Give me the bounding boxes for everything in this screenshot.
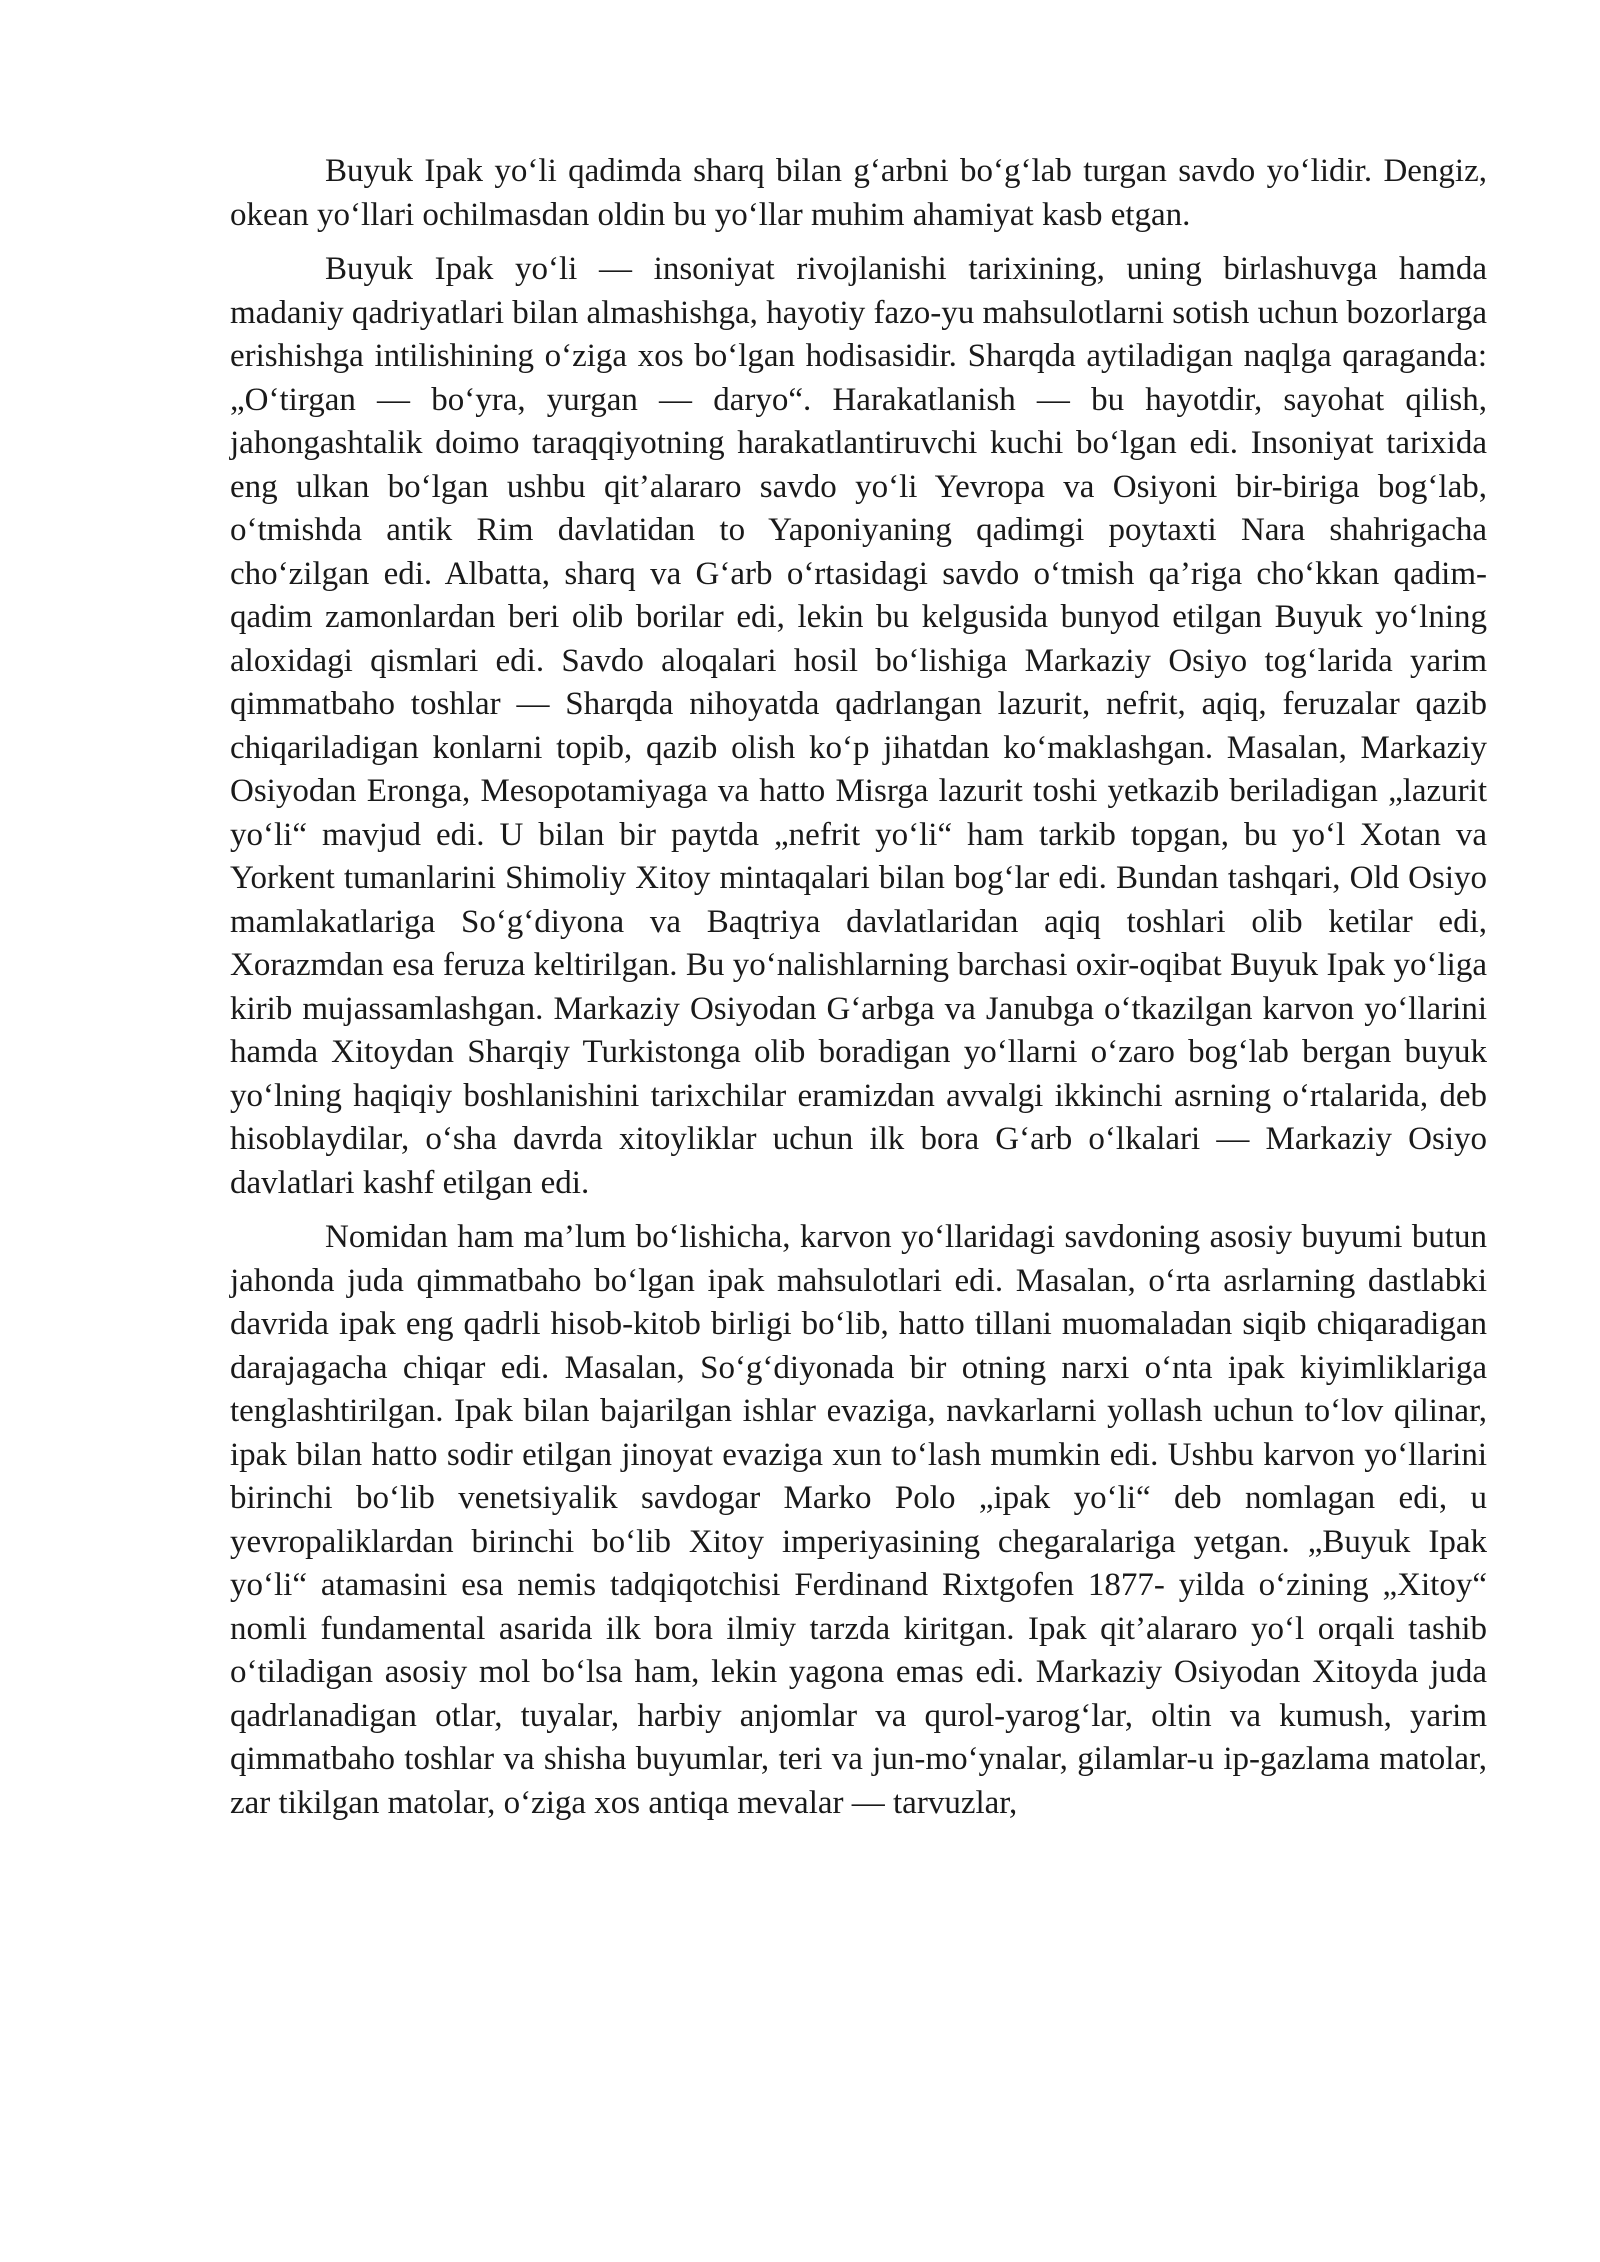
paragraph-1: Buyuk Ipak yo‘li qadimda sharq bilan g‘arbni bo‘g‘lab turgan savdo yo‘lidir. Dengiz, okean yo‘llari ochilmasdan oldin bu yo‘llar muhim ahamiyat kasb etgan. — [230, 153, 1487, 233]
paragraph-3: Nomidan ham ma’lum bo‘lishicha, karvon yo‘llaridagi savdoning asosiy buyumi butun jahonda juda qimmatbaho bo‘lgan ipak mahsulotlari edi. Masalan, o‘rta asrlarning dastlabki davrida ipak eng qadrli hisob-kitob birligi bo‘lib, hatto tillani muomaladan siqib chiqaradigan darajagacha chiqar edi. Masalan, So‘g‘diyonada bir otning narxi o‘nta ipak kiyimliklariga tenglashtirilgan. Ipak bilan bajarilgan ishlar evaziga, navkarlarni yollash uchun to‘lov qilinar, ipak bilan hatto sodir etilgan jinoyat evaziga xun to‘lash mumkin edi. Ushbu karvon yo‘llarini birinchi bo‘lib venetsiyalik savdogar Marko Polo „ipak yo‘li“ deb nomlagan edi, u yevropaliklardan birinchi bo‘lib Xitoy imperiyasining chegaralariga yetgan. „Buyuk Ipak yo‘li“ atamasini esa nemis tadqiqotchisi Ferdinand Rixtgofen 1877- yilda o‘zining „Xitoy“ nomli fundamental asarida ilk bora ilmiy tarzda kiritgan. Ipak qit’alararo yo‘l orqali tashib o‘tiladigan asosiy mol bo‘lsa ham, lekin yagona emas edi. Markaziy Osiyodan Xitoyda juda qadrlanadigan otlar, tuyalar, harbiy anjomlar va qurol-yarog‘lar, oltin va kumush, yarim qimmatbaho toshlar va shisha buyumlar, teri va jun-mo‘ynalar, gilamlar-u ip-gazlama matolar, zar tikilgan matolar, o‘ziga xos antiqa mevalar — tarvuzlar, — [230, 1219, 1487, 1821]
document-page — [230, 150, 1487, 1836]
paragraph-2: Buyuk Ipak yo‘li — insoniyat rivojlanishi tarixining, uning birlashuvga hamda madaniy qadriyatlari bilan almashishga, hayotiy fazo-yu mahsulotlarni sotish uchun bozorlarga erishishga intilishining o‘ziga xos bo‘lgan hodisasidir. Sharqda aytiladigan naqlga qaraganda: „O‘tirgan — bo‘yra, yurgan — daryo“. Harakatlanish — bu hayotdir, sayohat qilish, jahongashtalik doimo taraqqiyotning harakatlantiruvchi kuchi bo‘lgan edi. Insoniyat tarixida eng ulkan bo‘lgan ushbu qit’alararo savdo yo‘li Yevropa va Osiyoni bir-biriga bog‘lab, o‘tmishda antik Rim davlatidan to Yaponiyaning qadimgi poytaxti Nara shahrigacha cho‘zilgan edi. Albatta, sharq va G‘arb o‘rtasidagi savdo o‘tmish qa’riga cho‘kkan qadim-qadim zamonlardan beri olib borilar edi, lekin bu kelgusida bunyod etilgan Buyuk yo‘lning aloxidagi qismlari edi. Savdo aloqalari hosil bo‘lishiga Markaziy Osiyo tog‘larida yarim qimmatbaho toshlar — Sharqda nihoyatda qadrlangan lazurit, nefrit, aqiq, feruzalar qazib chiqariladigan konlarni topib, qazib olish ko‘p jihatdan ko‘maklashgan. Masalan, Markaziy Osiyodan Eronga, Mesopotamiyaga va hatto Misrga lazurit toshi yetkazib beriladigan „lazurit yo‘li“ mavjud edi. U bilan bir paytda „nefrit yo‘li“ ham tarkib topgan, bu yo‘l Xotan va Yorkent tumanlarini Shimoliy Xitoy mintaqalari bilan bog‘lar edi. Bundan tashqari, Old Osiyo mamlakatlariga So‘g‘diyona va Baqtriya davlatlaridan aqiq toshlari olib ketilar edi, Xorazmdan esa feruza keltirilgan. Bu yo‘nalishlarning barchasi oxir-oqibat Buyuk Ipak yo‘liga kirib mujassamlashgan. Markaziy Osiyodan G‘arbga va Janubga o‘tkazilgan karvon yo‘llarini hamda Xitoydan Sharqiy Turkistonga olib boradigan yo‘llarni o‘zaro bog‘lab bergan buyuk yo‘lning haqiqiy boshlanishini tarixchilar eramizdan avvalgi ikkinchi asrning o‘rtalarida, deb hisoblaydilar, o‘sha davrda xitoyliklar uchun ilk bora G‘arb o‘lkalari — Markaziy Osiyo davlatlari kashf etilgan edi. — [230, 251, 1487, 1201]
